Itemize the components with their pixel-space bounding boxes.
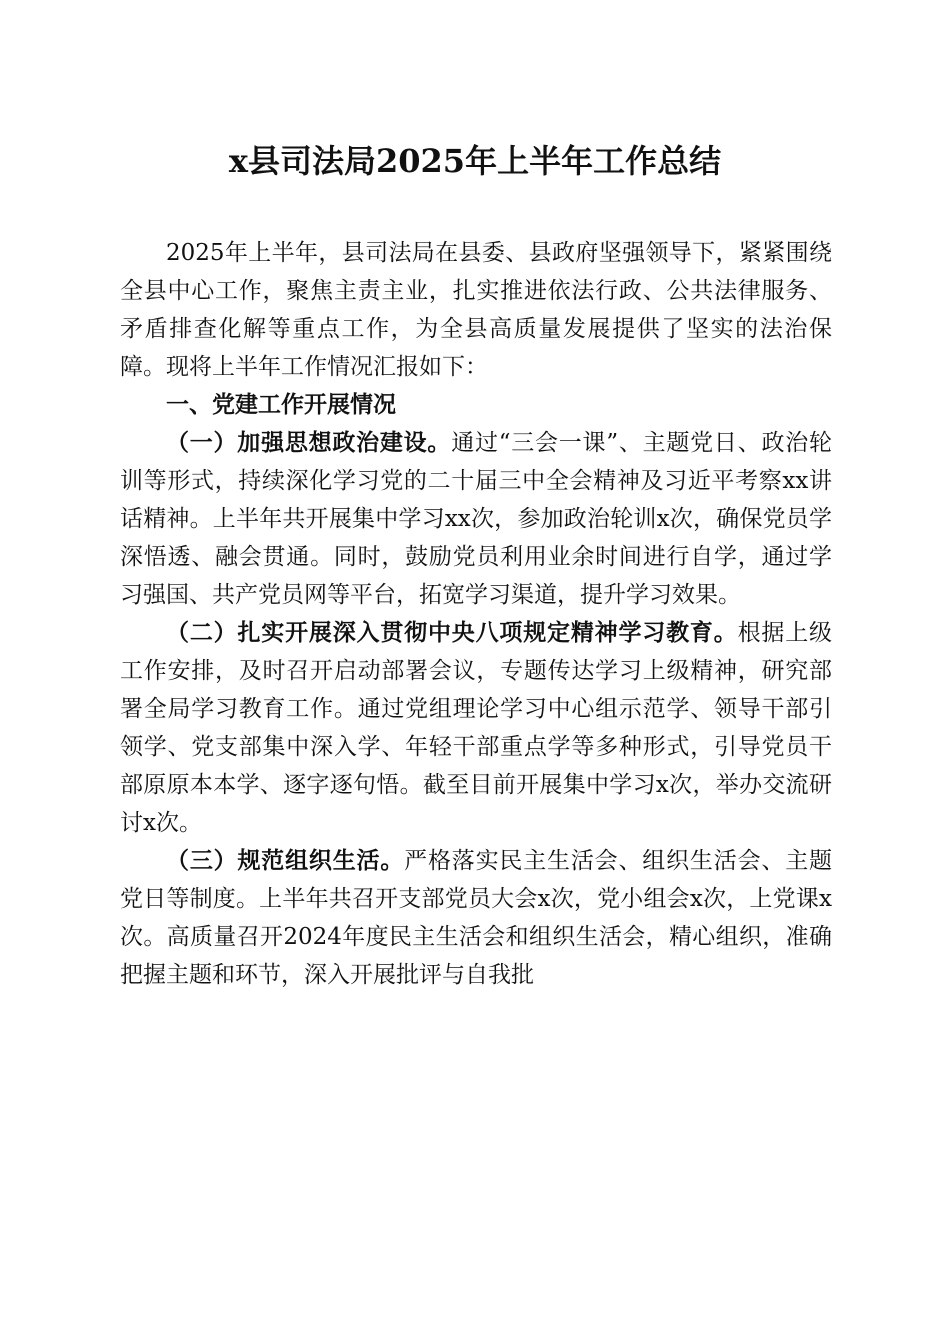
subsection-text-2: 根据上级工作安排，及时召开启动部署会议，专题传达学习上级精神，研究部署全局学习教育工作。通过党组理论学习中心组示范学、领导干部引领学、党支部集中深入学、年轻干部重点学等多种形式，引导党员干部原原本本学、逐字逐句悟。截至目前开展集中学习x次，举办交流研讨x次。	[120, 620, 833, 836]
subsection-title-3: （三）规范组织生活。	[166, 847, 405, 874]
subsection-paragraph-3	[120, 842, 832, 994]
subsection-text-3: 严格落实民主生活会、组织生活会、主题党日等制度。上半年共召开支部党员大会x次，党小组会x次，上党课x次。高质量召开2024年度民主生活会和组织生活会，精心组织，准确把握主题和环节，深入开展批评与自我批	[120, 848, 833, 988]
document-title: x县司法局2025年上半年工作总结	[228, 142, 722, 180]
subsection-paragraph-2	[120, 614, 832, 842]
subsection-title-1: （一）加强思想政治建设。	[166, 429, 452, 456]
intro-paragraph: 2025年上半年，县司法局在县委、县政府坚强领导下，紧紧围绕全县中心工作，聚焦主责主业，扎实推进依法行政、公共法律服务、矛盾排查化解等重点工作，为全县高质量发展提供了坚实的法治保障。现将上半年工作情况汇报如下：	[120, 240, 832, 380]
subsection-paragraph-1	[120, 424, 832, 614]
document-body	[120, 234, 832, 994]
section-heading: 一、党建工作开展情况	[166, 392, 396, 418]
subsection-text-1: 通过“三会一课”、主题党日、政治轮训等形式，持续深化学习党的二十届三中全会精神及习近平考察xx讲话精神。上半年共开展集中学习xx次，参加政治轮训x次，确保党员学深悟透、融会贯通。同时，鼓励党员利用业余时间进行自学，通过学习强国、共产党员网等平台，拓宽学习渠道，提升学习效果。	[120, 430, 832, 608]
subsection-title-2: （二）扎实开展深入贯彻中央八项规定精神学习教育。	[166, 619, 738, 646]
